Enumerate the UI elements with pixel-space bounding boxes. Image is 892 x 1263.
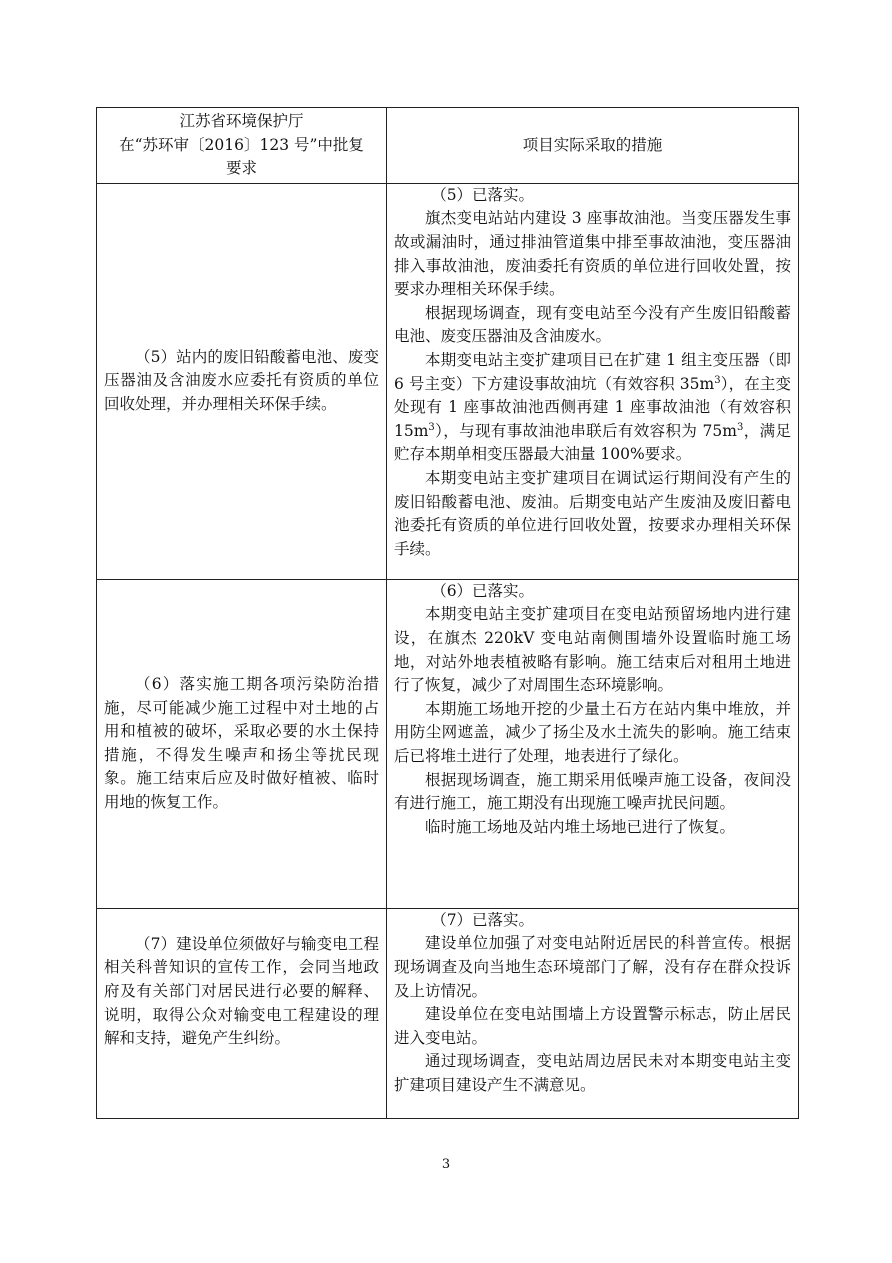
measure-paragraph: 根据现场调查，施工期采用低噪声施工设备，夜间没有进行施工，施工期没有出现施工噪声扰民问题。 bbox=[394, 770, 791, 813]
measure-paragraph: 建设单位在变电站围墙上方设置警示标志，防止居民进入变电站。 bbox=[394, 1005, 791, 1047]
table-row bbox=[97, 908, 799, 1118]
requirement-text: （6）落实施工期各项污染防治措施，尽可能减少施工过程中对土地的占用和植被的破坏，采取必要的水土保持措施，不得发生噪声和扬尘等扰民现象。施工结束后应及时做好植被、临时用地的恢复工作。 bbox=[104, 675, 379, 811]
header-line-1: 江苏省环境保护厅 bbox=[179, 112, 304, 130]
table-row bbox=[97, 183, 799, 579]
measures-cell bbox=[387, 579, 799, 908]
requirement-cell bbox=[97, 183, 387, 579]
header-requirement-cell bbox=[97, 108, 387, 184]
measure-paragraph: 根据现场调查，现有变电站至今没有产生废旧铅酸蓄电池、废变压器油及含油废水。 bbox=[394, 303, 791, 346]
measure-paragraph: 建设单位加强了对变电站附近居民的科普宣传。根据现场调查及向当地生态环境部门了解，没有存在群众投诉及上访情况。 bbox=[394, 934, 791, 1000]
header-measures-cell: 项目实际采取的措施 bbox=[387, 108, 799, 184]
measure-paragraph: 本期变电站主变扩建项目在变电站预留场地内进行建设，在旗杰 220kV 变电站南侧围墙外设置临时施工场地，对站外地表植被略有影响。施工结束后对租用土地进行了恢复，减少了对周围生态环境影响。 bbox=[394, 605, 791, 695]
measure-paragraph: 旗杰变电站站内建设 3 座事故油池。当变压器发生事故或漏油时，通过排油管道集中排至事故油池，变压器油排入事故油池，废油委托有资质的单位进行回收处置，按要求办理相关环保手续。 bbox=[394, 209, 791, 299]
measures-cell bbox=[387, 908, 799, 1118]
approval-requirements-table bbox=[96, 107, 799, 1119]
measure-paragraph: 本期施工场地开挖的少量土石方在站内集中堆放，并用防尘网遮盖，减少了扬尘及水土流失的影响。施工结束后已将堆土进行了处理，地表进行了绿化。 bbox=[394, 699, 791, 765]
status-text: （5）已落实。 bbox=[431, 185, 535, 204]
requirement-text: （5）站内的废旧铅酸蓄电池、废变压器油及含油废水应委托有资质的单位回收处理，并办理相关环保手续。 bbox=[104, 347, 379, 414]
measure-paragraph: 本期变电站主变扩建项目在调试运行期间没有产生的废旧铅酸蓄电池、废油。后期变电站产生废油及废旧蓄电池委托有资质的单位进行回收处置，按要求办理相关环保手续。 bbox=[394, 468, 791, 558]
requirement-cell bbox=[97, 908, 387, 1118]
requirement-text: （7）建设单位须做好与输变电工程相关科普知识的宣传工作，会同当地政府及有关部门对居民进行必要的解释、说明，取得公众对输变电工程建设的理解和支持，避免产生纠纷。 bbox=[104, 934, 379, 1048]
table-header-row bbox=[97, 108, 799, 184]
page-number: 3 bbox=[441, 1157, 451, 1172]
measure-paragraph: 通过现场调查，变电站周边居民未对本期变电站主变扩建项目建设产生不满意见。 bbox=[394, 1052, 791, 1094]
status-text: （6）已落实。 bbox=[431, 581, 535, 600]
requirement-cell bbox=[97, 579, 387, 908]
measures-cell bbox=[387, 183, 799, 579]
header-line-2: 在“苏环审〔2016〕123 号”中批复 bbox=[119, 135, 364, 154]
measure-paragraph: 临时施工场地及站内堆土场地已进行了恢复。 bbox=[425, 817, 736, 836]
header-line-3: 要求 bbox=[225, 159, 257, 178]
status-text: （7）已落实。 bbox=[431, 910, 535, 929]
measure-paragraph: 本期变电站主变扩建项目已在扩建 1 组主变压器（即 6 号主变）下方建设事故油坑（有效容积 $35m^3$），在主变处现有 1 座事故油池西侧再建 1 座事故油池（有效容积 $15m^3$），与现有事故油池串联后有效容积为 $75m^3$，满足贮存本期单相变压器最大油量 100%要求。 bbox=[394, 350, 791, 464]
table-row bbox=[97, 579, 799, 908]
